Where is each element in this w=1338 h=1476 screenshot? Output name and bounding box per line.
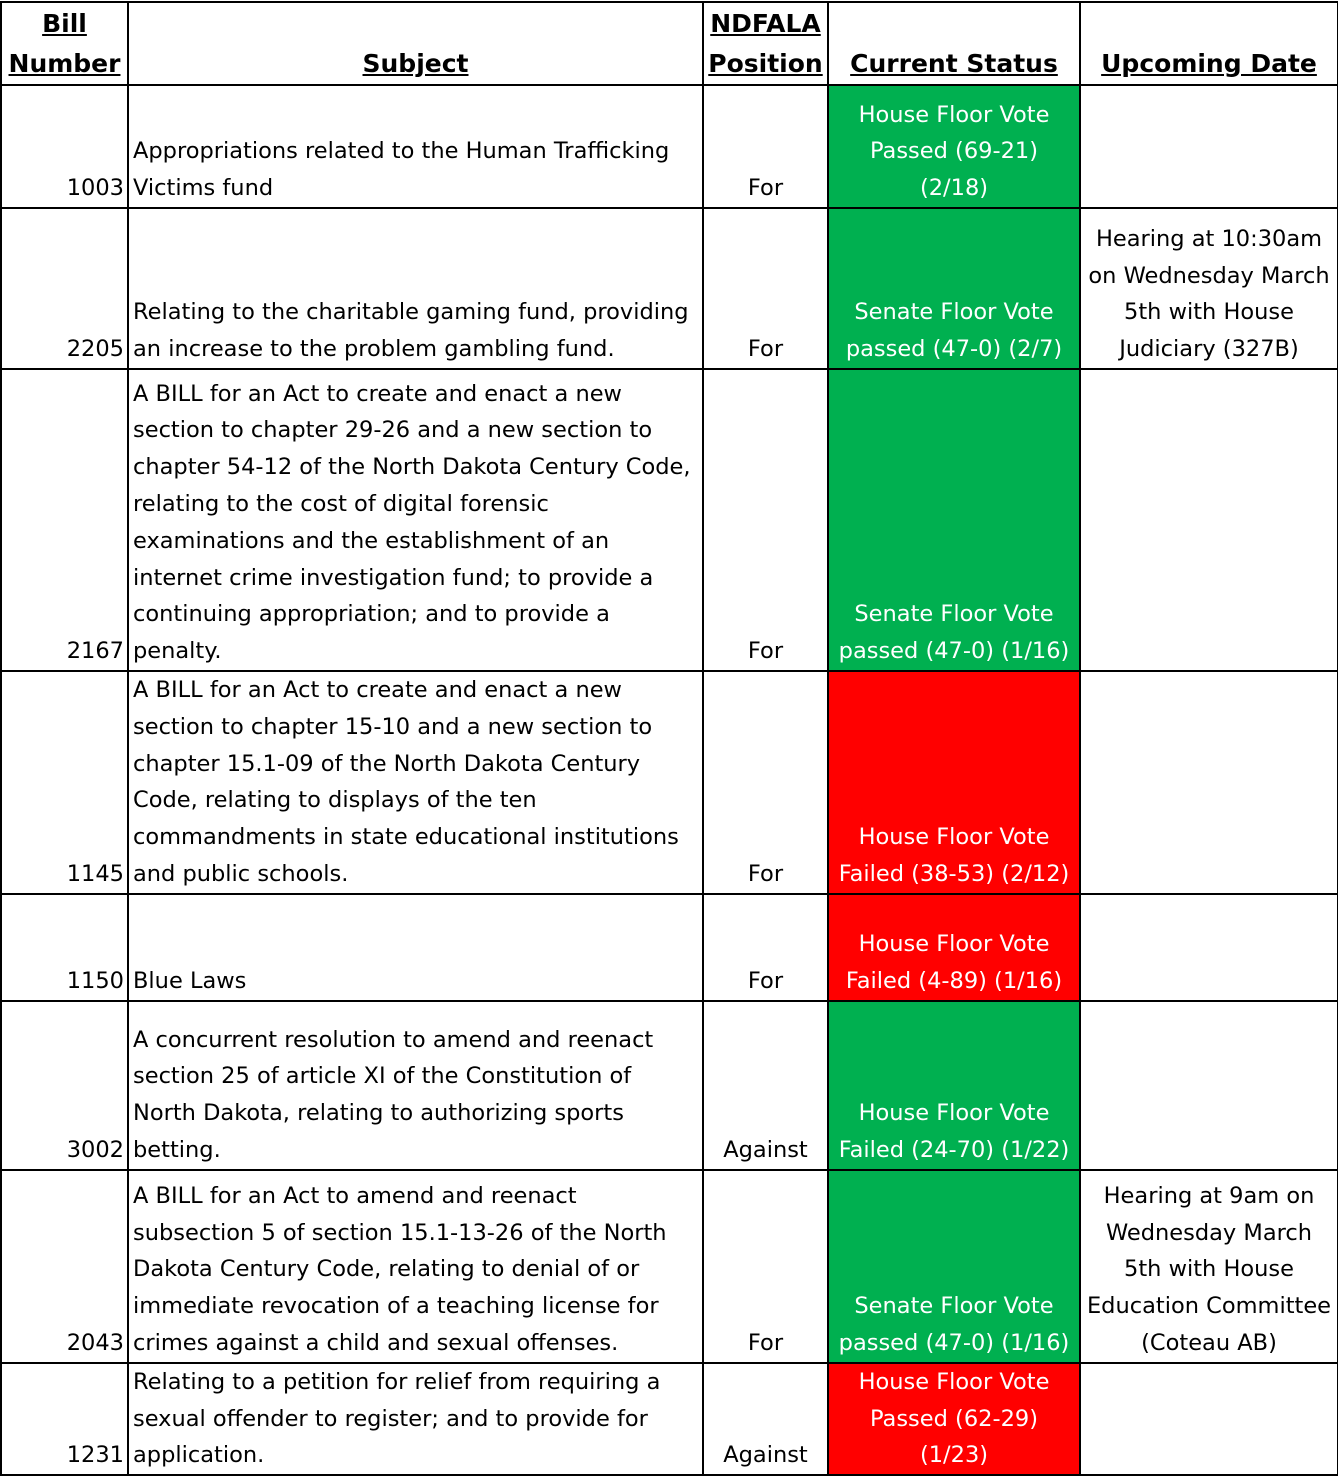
table-row [1,369,1338,671]
table-row [1,1363,1338,1475]
header-position-line-2: Position [708,49,823,78]
status-cell [828,85,1080,208]
status-cell [828,671,1080,894]
header-current-status: Current Status [828,2,1080,85]
subject-line: Relating to a petition for relief from requiring a [133,1368,661,1395]
bill-number-cell: 3002 [1,1001,128,1170]
subject-line: Appropriations related to the Human Trafficking [133,138,670,165]
header-bill-number-line-2: Number [8,49,121,78]
subject-line: A BILL for an Act to amend and reenact [133,1182,577,1209]
upcoming-date-cell [1080,671,1338,894]
table-row [1,1001,1338,1170]
position-cell: For [703,894,828,1001]
subject-line: A concurrent resolution to amend and reenact [133,1026,654,1053]
position-cell: For [703,369,828,671]
status-line: passed (47-0) (2/7) [845,336,1063,363]
upcoming-date-cell [1080,1001,1338,1170]
status-line: House Floor Vote [858,824,1050,851]
upcoming-line: 5th with House [1124,1256,1294,1283]
subject-line: A BILL for an Act to create and enact a new [133,380,622,407]
position-cell: For [703,671,828,894]
subject-line: betting. [133,1136,221,1163]
status-line: passed (47-0) (1/16) [838,1329,1070,1356]
upcoming-line: on Wednesday March [1088,262,1330,289]
subject-cell [128,671,703,894]
status-cell [828,1170,1080,1363]
subject-line: chapter 15.1-09 of the North Dakota Century [133,750,641,777]
subject-line: chapter 54-12 of the North Dakota Century Code, [133,454,691,481]
position-cell: Against [703,1363,828,1475]
status-line: House Floor Vote [858,931,1050,958]
subject-line: crimes against a child and sexual offenses. [133,1329,619,1356]
subject-line: North Dakota, relating to authorizing sports [133,1100,624,1127]
upcoming-line: Judiciary (327B) [1119,336,1299,363]
subject-line: section to chapter 29-26 and a new section to [133,417,653,444]
status-line: Senate Floor Vote [854,601,1054,628]
header-subject: Subject [128,2,703,85]
table-row [1,1170,1338,1363]
status-line: House Floor Vote [858,1100,1050,1127]
subject-line: Dakota Century Code, relating to denial of or [133,1256,640,1283]
subject-cell [128,894,703,1001]
position-cell: For [703,208,828,369]
upcoming-line: Education Committee [1086,1293,1332,1320]
upcoming-date-cell [1080,1170,1338,1363]
subject-line: commandments in state educational institutions [133,824,679,851]
status-cell [828,894,1080,1001]
status-cell [828,1001,1080,1170]
table-row [1,671,1338,894]
subject-line: application. [133,1442,265,1469]
status-line: Senate Floor Vote [854,299,1054,326]
header-position-line-1: NDFALA [710,9,821,38]
status-line: Failed (4-89) (1/16) [845,967,1063,994]
status-line: House Floor Vote [858,101,1050,128]
subject-line: Relating to the charitable gaming fund, providing [133,299,689,326]
status-line: House Floor Vote [858,1368,1050,1395]
subject-line: examinations and the establishment of an [133,527,610,554]
subject-line: internet crime investigation fund; to provide a [133,564,654,591]
subject-line: section to chapter 15-10 and a new section to [133,713,653,740]
upcoming-date-cell [1080,894,1338,1001]
status-line: Failed (38-53) (2/12) [838,860,1070,887]
bill-number-cell: 2205 [1,208,128,369]
bill-number-cell: 2167 [1,369,128,671]
status-cell [828,208,1080,369]
subject-line: penalty. [133,638,222,665]
status-line: (1/23) [919,1442,989,1469]
subject-line: Blue Laws [133,967,247,994]
header-position [703,2,828,85]
subject-line: and public schools. [133,860,349,887]
upcoming-date-cell [1080,1363,1338,1475]
subject-cell [128,369,703,671]
subject-cell [128,1170,703,1363]
table-body [1,85,1338,1475]
status-line: Passed (62-29) [869,1405,1038,1432]
upcoming-date-cell [1080,208,1338,369]
subject-line: an increase to the problem gambling fund. [133,336,615,363]
status-line: (2/18) [919,175,989,202]
upcoming-line: Wednesday March [1105,1219,1312,1246]
table-row [1,85,1338,208]
header-bill-number-line-1: Bill [42,9,87,38]
upcoming-line: Hearing at 9am on [1103,1182,1315,1209]
subject-line: Victims fund [133,175,274,202]
position-cell: Against [703,1001,828,1170]
status-line: Failed (24-70) (1/22) [838,1136,1070,1163]
subject-cell [128,1363,703,1475]
status-cell [828,1363,1080,1475]
upcoming-line: 5th with House [1124,299,1294,326]
position-cell: For [703,1170,828,1363]
status-line: passed (47-0) (1/16) [838,638,1070,665]
subject-line: immediate revocation of a teaching license for [133,1293,659,1320]
subject-cell [128,85,703,208]
subject-line: sexual offender to register; and to provide for [133,1405,648,1432]
bill-tracking-table [0,1,1338,1476]
subject-cell [128,1001,703,1170]
bill-number-cell: 1145 [1,671,128,894]
bill-number-cell: 2043 [1,1170,128,1363]
status-line: Senate Floor Vote [854,1293,1054,1320]
position-cell: For [703,85,828,208]
upcoming-line: Hearing at 10:30am [1095,225,1323,252]
status-line: Passed (69-21) [869,138,1038,165]
bill-number-cell: 1231 [1,1363,128,1475]
status-cell [828,369,1080,671]
bill-number-cell: 1003 [1,85,128,208]
subject-line: Code, relating to displays of the ten [133,787,537,814]
upcoming-line: (Coteau AB) [1141,1329,1277,1356]
subject-line: A BILL for an Act to create and enact a new [133,677,622,703]
table-row [1,208,1338,369]
subject-line: subsection 5 of section 15.1-13-26 of the North [133,1219,667,1246]
upcoming-date-cell [1080,369,1338,671]
upcoming-date-cell [1080,85,1338,208]
subject-cell [128,208,703,369]
subject-line: continuing appropriation; and to provide a [133,601,610,628]
header-row [1,2,1338,85]
header-bill-number [1,2,128,85]
subject-line: section 25 of article XI of the Constitution of [133,1063,632,1090]
subject-line: relating to the cost of digital forensic [133,491,549,518]
header-upcoming-date: Upcoming Date [1080,2,1338,85]
table-row [1,894,1338,1001]
bill-number-cell: 1150 [1,894,128,1001]
